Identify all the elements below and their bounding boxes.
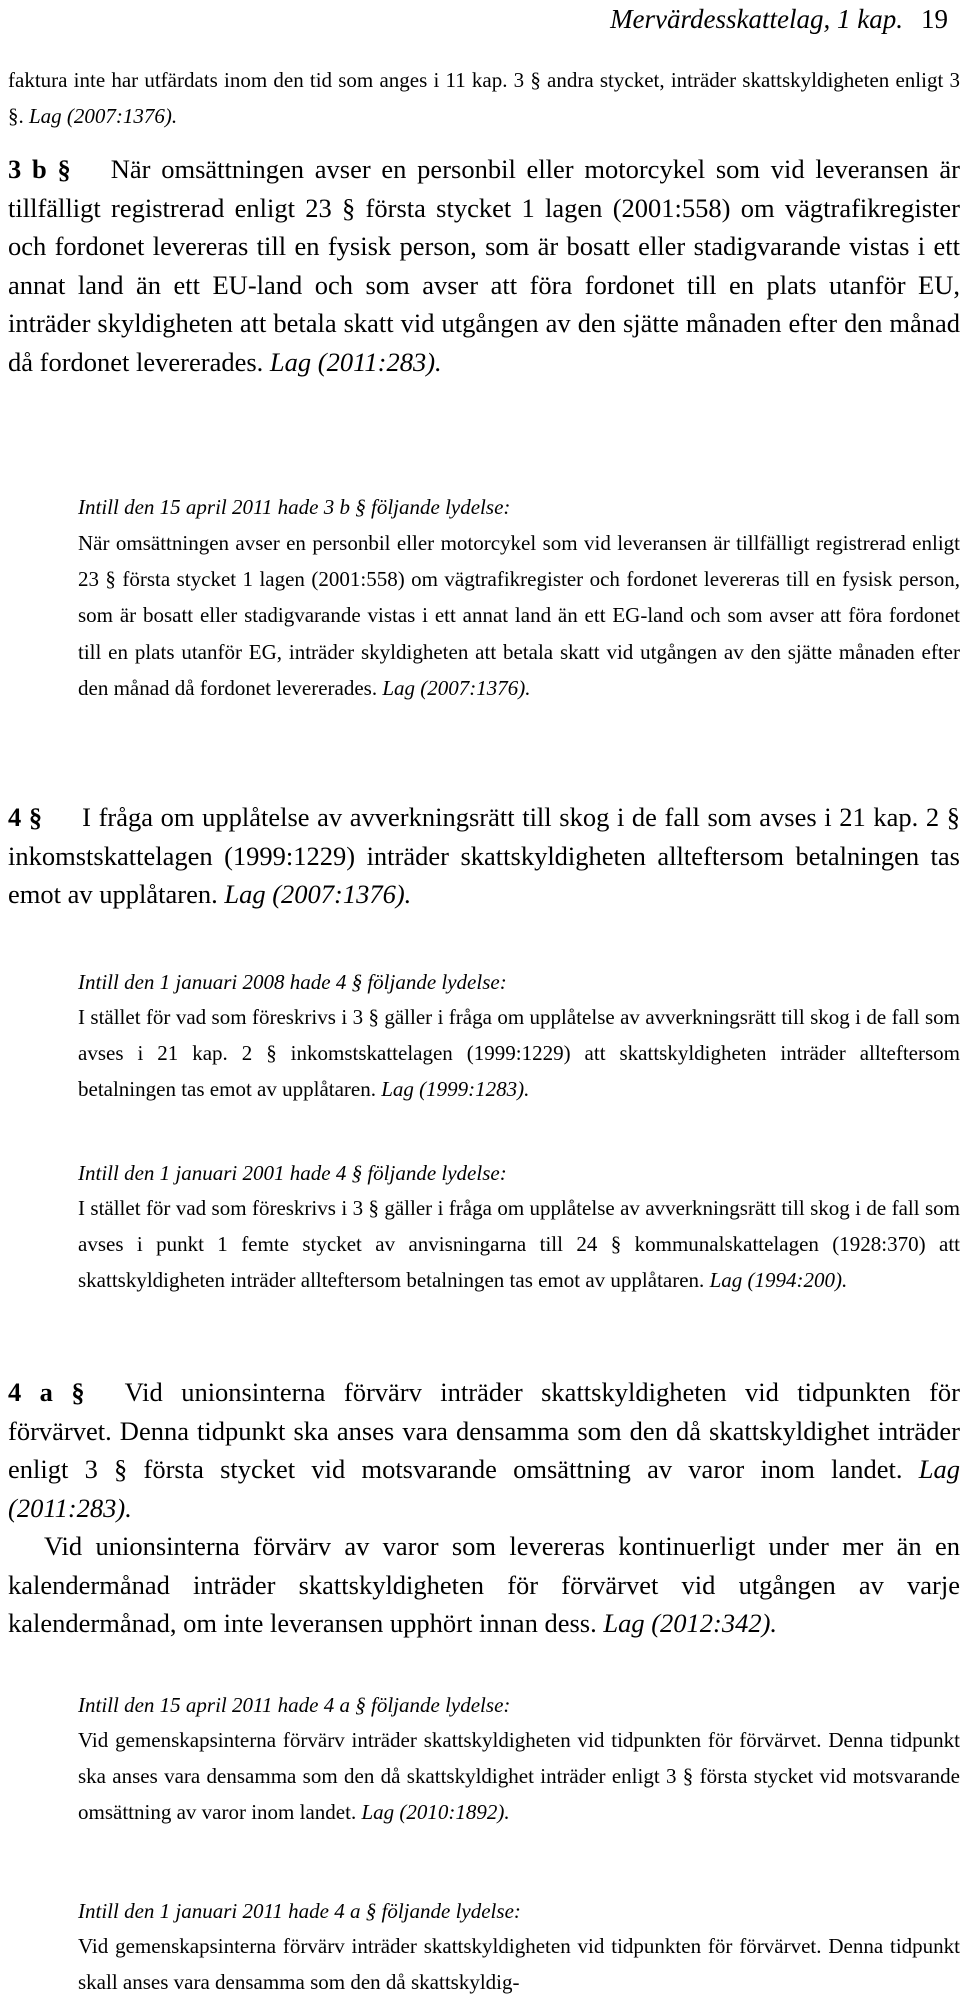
section-4a-reference-1: Lag (2011:283).	[8, 1454, 960, 1523]
section-3b-text: När omsättningen avser en personbil eller motorcykel som vid leveransen är tillfälligt registrerad enligt 23 § första stycket 1 lagen (2001:558) om vägtrafikregister och fordonet levereras till en fysisk person, som är bosatt eller stadigvarande vistas i ett annat land än ett EU-land och som avser att föra fordonet till en plats utanför EU, inträder skyldigheten att betala skatt vid utgången av den sjätte månaden efter den månad då fordonet levererades.	[8, 154, 960, 377]
section-4a-old2-lead: Intill den 1 januari 2011 hade 4 a § följande lydelse:	[78, 1899, 521, 1923]
intro-paragraph	[8, 62, 960, 134]
section-3b-old-lead: Intill den 15 april 2011 hade 3 b § följande lydelse:	[78, 495, 511, 519]
section-4a-number: 4 a §	[8, 1377, 85, 1407]
section-3b-old-reference: Lag (2007:1376).	[382, 675, 531, 700]
section-4a-reference-2: Lag (2012:342).	[603, 1608, 778, 1638]
section-4-reference: Lag (2007:1376).	[224, 879, 412, 909]
running-title: Mervärdesskattelag, 1 kap.	[610, 4, 903, 34]
section-3b-old-paragraph	[78, 525, 960, 706]
section-4-old2-reference: Lag (1994:200).	[709, 1268, 848, 1293]
section-4-old1-paragraph	[78, 999, 960, 1108]
section-4a-old1-reference: Lag (2010:1892).	[361, 1800, 510, 1825]
section-4-old2-lead: Intill den 1 januari 2001 hade 4 § följande lydelse:	[78, 1161, 507, 1185]
page-header	[610, 4, 948, 35]
section-4-old2-text: I stället för vad som föreskrivs i 3 § gäller i fråga om upplåtelse av avverkningsrätt till skog i de fall som avses i punkt 1 femte stycket av anvisningarna till 24 § kommunalskattelagen (1928:370) att skattskyldigheten inträder allteftersom betalningen tas emot av upplåtaren.	[78, 1196, 960, 1293]
section-4a-old2-paragraph	[78, 1928, 960, 2000]
section-4-old1-lead: Intill den 1 januari 2008 hade 4 § följande lydelse:	[78, 970, 507, 994]
page-number: 19	[921, 4, 948, 34]
section-4a-paragraph-1	[8, 1373, 960, 1527]
section-4a-text-1: Vid unionsinterna förvärv inträder skattskyldigheten vid tidpunkten för förvärvet. Denna tidpunkt ska anses vara densamma som den då skattskyldighet inträder enligt 3 § första stycket vid motsvarande omsättning av varor inom landet.	[8, 1377, 960, 1484]
section-4a-text-2: Vid unionsinterna förvärv av varor som levereras kontinuerligt under mer än en kalendermånad inträder skattskyldigheten för förvärvet vid utgången av varje kalendermånad, om inte leveransen upphört innan dess.	[8, 1531, 960, 1638]
section-4a-paragraph-2	[8, 1527, 960, 1643]
section-3b-old-text: När omsättningen avser en personbil eller motorcykel som vid leveransen är tillfälligt registrerad enligt 23 § första stycket 1 lagen (2001:558) om vägtrafikregister och fordonet levereras till en fysisk person, som är bosatt eller stadigvarande vistas i ett annat land än ett EG-land och som avser att föra fordonet till en plats utanför EG, inträder skyldigheten att betala skatt vid utgången av den sjätte månaden efter den månad då fordonet levererades.	[78, 531, 960, 700]
section-4-text: I fråga om upplåtelse av avverkningsrätt till skog i de fall som avses i 21 kap. 2 § inkomstskattelagen (1999:1229) inträder skattskyldigheten allteftersom betalningen tas emot av upplåtaren.	[8, 802, 960, 909]
intro-text: faktura inte har utfärdats inom den tid som anges i 11 kap. 3 § andra stycket, inträder skattskyldigheten enligt 3 §.	[8, 68, 960, 129]
section-4a-old1-paragraph	[78, 1722, 960, 1831]
section-4	[8, 798, 960, 914]
section-4a-old1-lead: Intill den 15 april 2011 hade 4 a § följande lydelse:	[78, 1693, 511, 1717]
section-4a-old2-text: Vid gemenskapsinterna förvärv inträder skattskyldigheten vid tidpunkten för förvärvet. Denna tidpunkt skall anses vara densamma som den då skattskyldig-	[78, 1934, 960, 1995]
section-3b-number: 3 b §	[8, 154, 71, 184]
section-3b	[8, 150, 960, 381]
section-4a-old1-text: Vid gemenskapsinterna förvärv inträder skattskyldigheten vid tidpunkten för förvärvet. Denna tidpunkt ska anses vara densamma som den då skattskyldighet inträder enligt 3 § första stycket vid motsvarande omsättning av varor inom landet.	[78, 1728, 960, 1825]
section-4-number: 4 §	[8, 802, 43, 832]
section-4-old2-paragraph	[78, 1190, 960, 1299]
section-4-old1-reference: Lag (1999:1283).	[381, 1077, 530, 1102]
intro-reference: Lag (2007:1376).	[29, 104, 178, 129]
section-3b-reference: Lag (2011:283).	[269, 346, 442, 377]
section-4-old1-text: I stället för vad som föreskrivs i 3 § gäller i fråga om upplåtelse av avverkningsrätt till skog i de fall som avses i 21 kap. 2 § inkomstskattelagen (1999:1229) att skattskyldigheten inträder allteftersom betalningen tas emot av upplåtaren.	[78, 1005, 960, 1102]
